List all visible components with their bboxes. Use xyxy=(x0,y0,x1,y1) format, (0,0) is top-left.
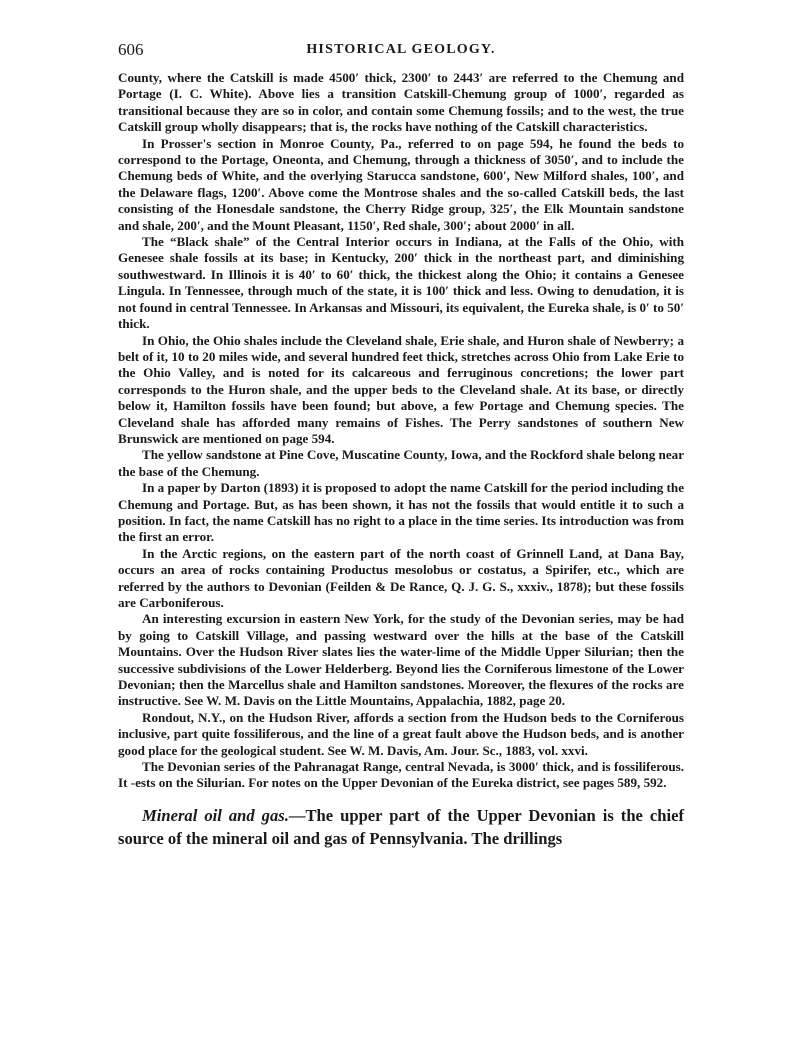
final-paragraph xyxy=(118,804,684,850)
paragraph-10: The Devonian series of the Pahranagat Range, central Nevada, is 3000′ thick, and is fossiliferous. It ‐ests on the Silurian. For notes on the Upper Devonian of the Eureka district, see pages 589, 592. xyxy=(118,759,684,791)
paragraph-9: Rondout, N.Y., on the Hudson River, affords a section from the Hudson beds to the Corniferous inclusive, part quite fossiliferous, and the line of a great fault above the Hudson beds, and is another good place for the geological student. See W. M. Davis, Am. Jour. Sc., 1883, vol. xxvi. xyxy=(118,709,684,758)
paragraph-4: In Ohio, the Ohio shales include the Cleveland shale, Erie shale, and Huron shale of Newberry; a belt of it, 10 to 20 miles wide, and several hundred feet thick, stretches across Ohio from Lake Erie to the Ohio Valley, and is noted for its calcareous and ferruginous concretions; the lower part corresponds to the Huron shale, and the upper beds to the Cleveland shale. At its base, or directly below it, Hamilton fossils have been found; but above, a few Portage and Chemung species. The Cleveland shale has afforded many remains of Fishes. The Perry sandstones of southern New Brunswick are mentioned on page 594. xyxy=(118,332,684,446)
body-text xyxy=(118,70,684,792)
paragraph-1: County, where the Catskill is made 4500′ thick, 2300′ to 2443′ are referred to the Chemung and Portage (I. C. White). Above lies a transition Catskill-Chemung group of 1000′, regarded as transitional because they are so in color, and contain some Chemung fossils; and to the west, the true Catskill group wholly disappears; that is, the rocks have nothing of the Catskill characteristics. xyxy=(118,70,684,135)
section-lead: Mineral oil and gas. xyxy=(142,805,289,825)
paragraph-5: The yellow sandstone at Pine Cove, Muscatine County, Iowa, and the Rockford shale belong near the base of the Chemung. xyxy=(118,447,684,479)
running-title: HISTORICAL GEOLOGY. xyxy=(306,42,496,57)
page-header xyxy=(118,40,684,70)
final-text: —The upper part of the Upper Devonian is the chief source of the mineral oil and gas of Pennsylvania. The drillings xyxy=(118,805,685,848)
book-page xyxy=(118,40,684,850)
paragraph-3: The “Black shale” of the Central Interior occurs in Indiana, at the Falls of the Ohio, with Genesee shale fossils at its base; in Kentucky, 200′ thick in the northeast part, and diminishing southwestward. In Illinois it is 40′ to 60′ thick, the thickest along the Ohio; it contains a Genesee Lingula. In Tennessee, through much of the state, it is 100′ thick and less. Owing to denudation, it is not found in central Tennessee. In Arkansas and Missouri, its equivalent, the Eureka shale, is 0′ to 50′ thick. xyxy=(118,234,684,332)
paragraph-6: In a paper by Darton (1893) it is proposed to adopt the name Catskill for the period including the Chemung and Portage. But, as has been shown, it has not the fossils that would entitle it to such a position. In fact, the name Catskill has no right to a place in the time series. Its introduction was from the first an error. xyxy=(118,480,684,545)
final-paragraph-text xyxy=(118,804,684,850)
paragraph-7: In the Arctic regions, on the eastern part of the north coast of Grinnell Land, at Dana Bay, occurs an area of rocks containing Productus mesolobus or costatus, a Spirifer, etc., which are referred by the authors to Devonian (Feilden & De Rance, Q. J. G. S., xxxiv., 1878); but these fossils are Carboniferous. xyxy=(118,545,684,610)
paragraph-2: In Prosser's section in Monroe County, Pa., referred to on page 594, he found the beds to correspond to the Portage, Oneonta, and Chemung, through a thickness of 3050′, and to include the Chemung beds of White, and the overlying Starucca sandstone, 600′, New Milford shales, 100′, and the Delaware flags, 1200′. Above come the Montrose shales and the so-called Catskill beds, the last consisting of the Honesdale sandstone, the Cherry Ridge group, 325′, the Elk Mountain sandstone and shale, 200′, and the Mount Pleasant, 1150′, Red shale, 300′; about 2000′ in all. xyxy=(118,135,684,233)
page-number: 606 xyxy=(118,40,144,59)
paragraph-8: An interesting excursion in eastern New York, for the study of the Devonian series, may be had by going to Catskill Village, and passing westward over the hills at the base of the Catskill Mountains. Over the Hudson River slates lies the water-lime of the Middle Upper Silurian; then the successive subdivisions of the Lower Helderberg. Beyond lies the Corniferous limestone of the Lower Devonian; then the Marcellus shale and Hamilton sandstones. Moreover, the flexures of the rocks are instructive. See W. M. Davis on the Little Mountains, Appalachia, 1882, page 20. xyxy=(118,611,684,709)
